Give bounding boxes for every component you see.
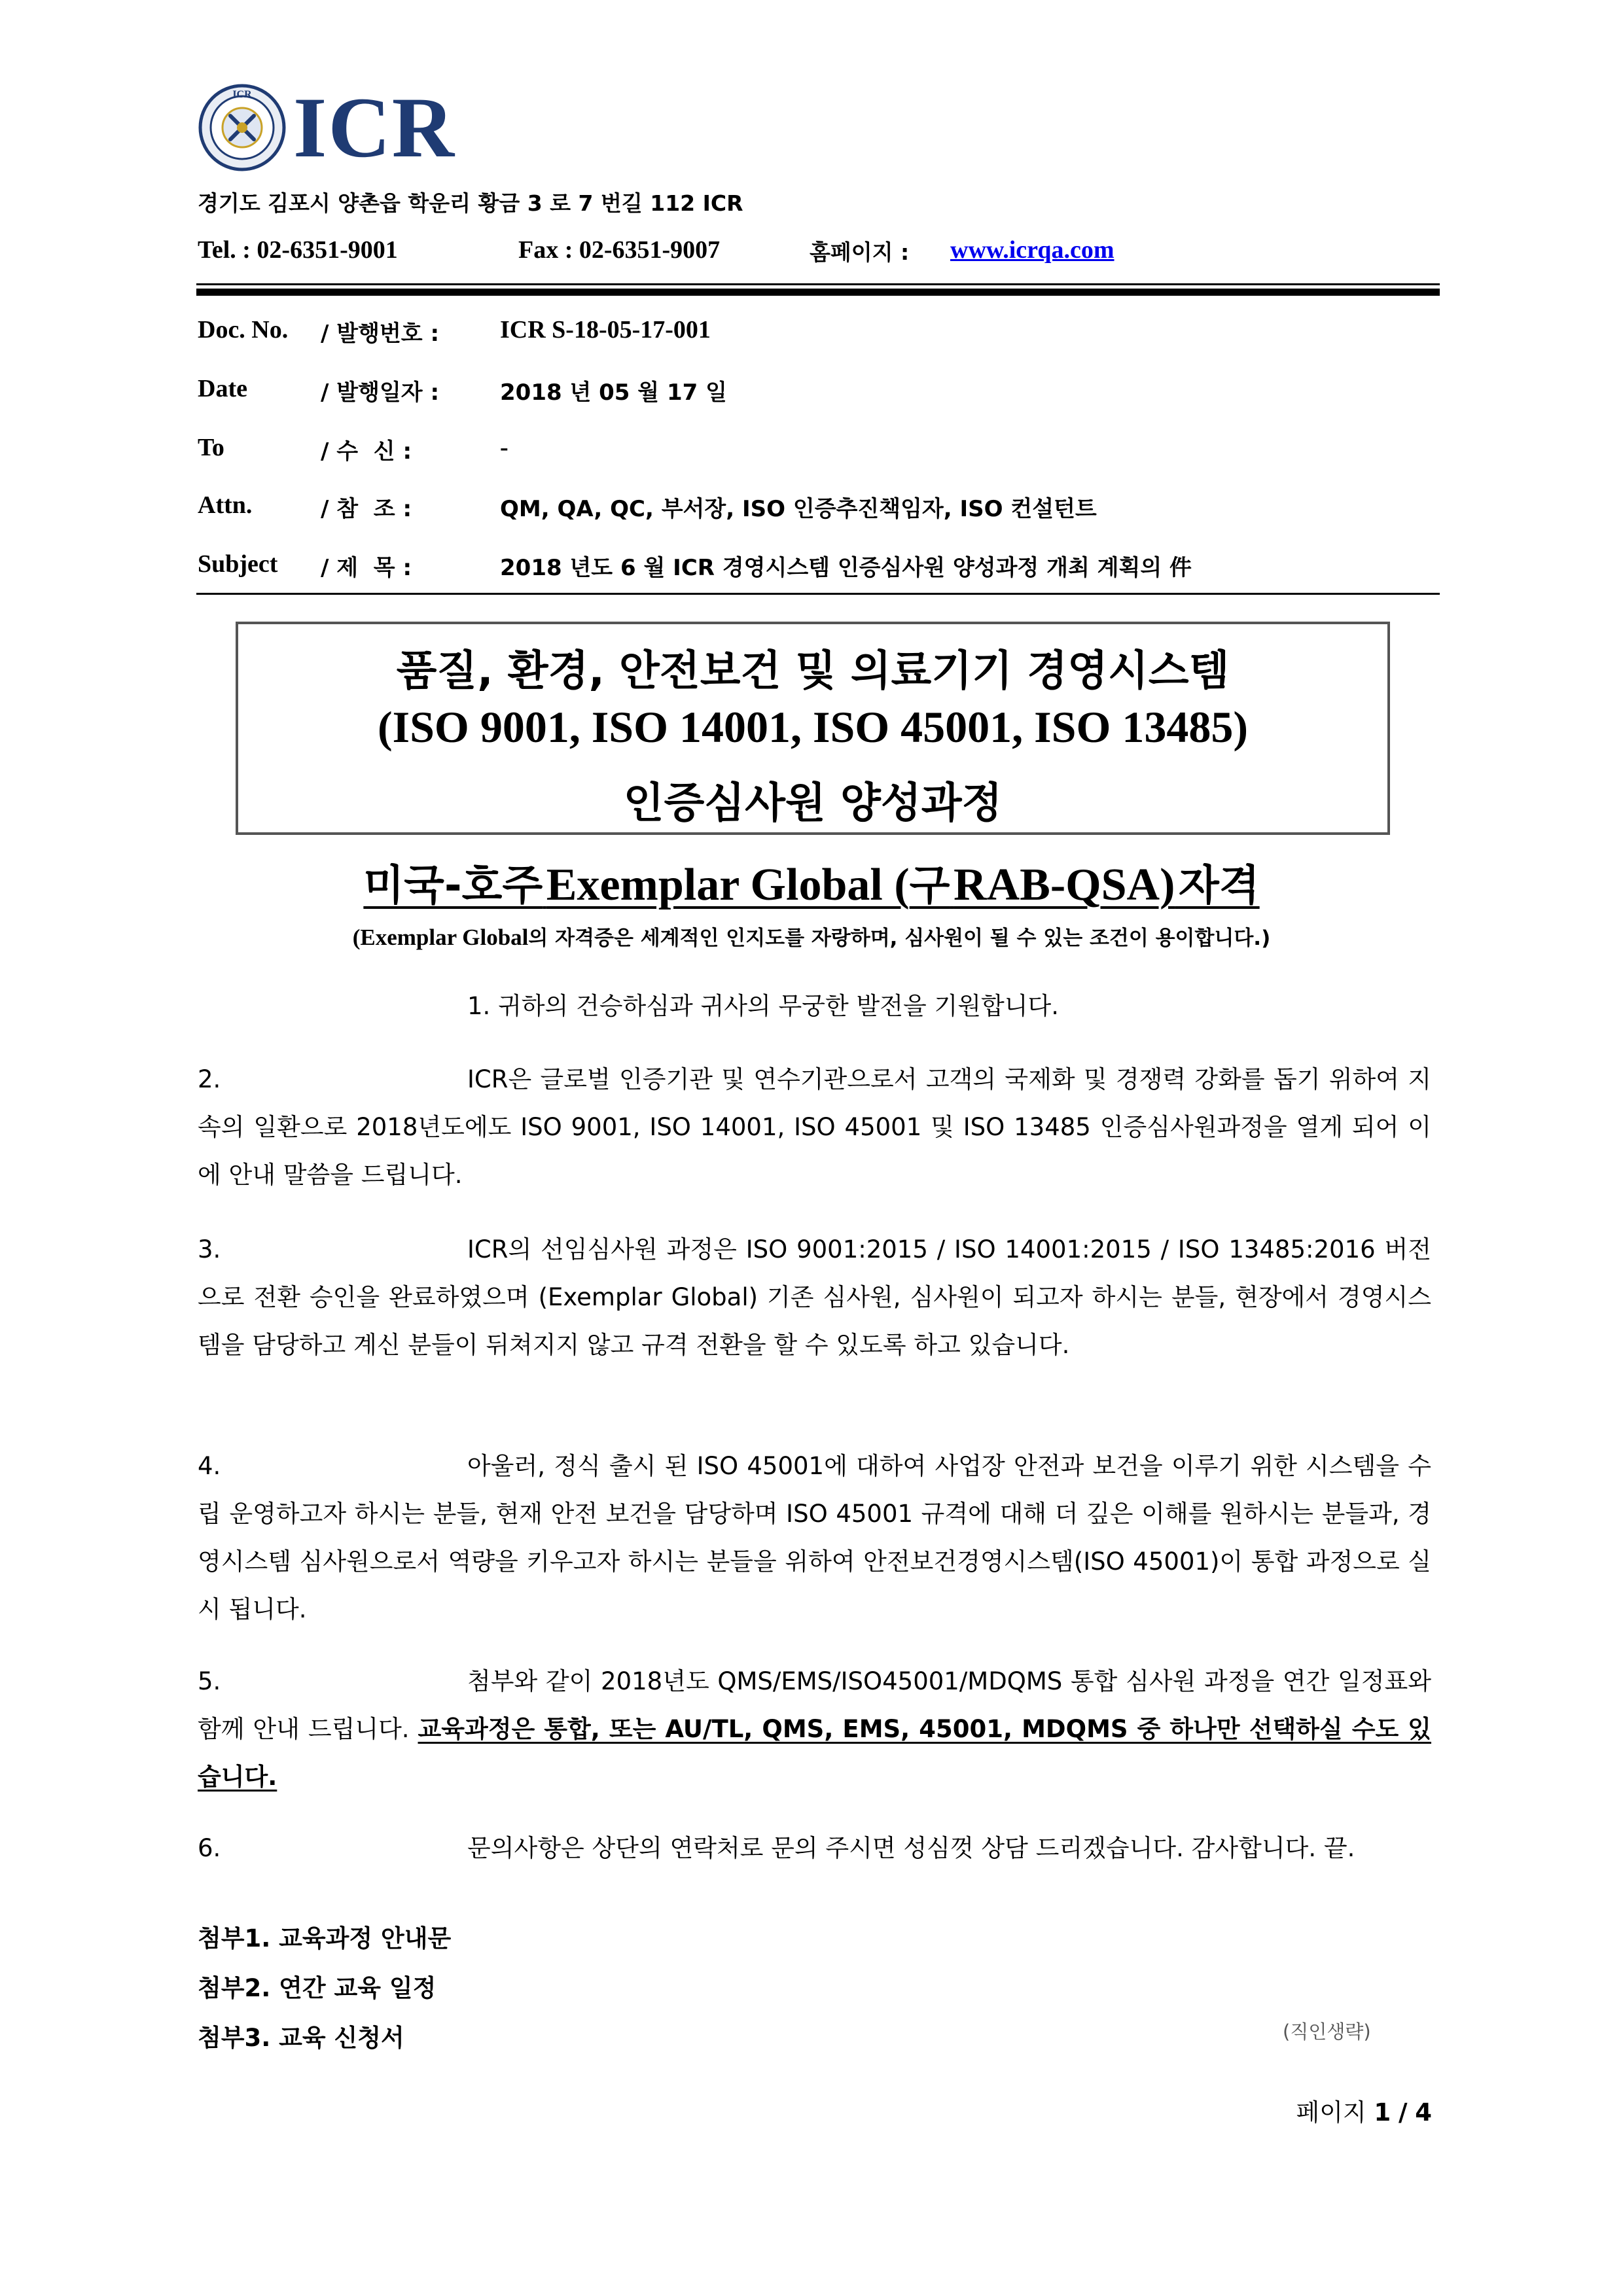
paragraph-text: 첨부와 같이 2018년도 QMS/EMS/ISO45001/MDQMS 통합 심사원 과정을 연간 일정표와 함께 안내 드립니다. (198, 1667, 1431, 1743)
paragraph-text: 아울러, 정식 출시 된 ISO 45001에 대하여 사업장 안전과 보건을 이루기 위한 시스템을 수립 운영하고자 하시는 분들, 현재 안전 보건을 담당하며 ISO 45001 규격에 대해 더 깊은 이해를 원하시는 분들과, 경영시스템 심사원으로서 역량을 키우고자 하시는 분들을 위하여 안전보건경영시스템(ISO 45001)이 통합 과정으로 실시 됩니다. (198, 1452, 1431, 1623)
meta-to (198, 433, 1441, 466)
header-divider-thick (196, 289, 1440, 296)
meta-label-ko: / 수 신 : (321, 438, 412, 465)
qualification-region: 미국-호주 (363, 862, 543, 910)
page-label: 페이지 (1296, 2098, 1366, 2127)
tel-number: Tel. : 02-6351-9001 (198, 236, 398, 264)
company-address: 경기도 김포시 양촌읍 학운리 황금 3 로 7 번길 112 ICR (198, 190, 743, 216)
qualification-former-name: RAB-QSA) (954, 860, 1175, 910)
paragraph-number: 4. (198, 1452, 221, 1480)
attachment-2: 첨부2. 연간 교육 일정 (198, 1974, 437, 2002)
homepage-label: 홈페이지 : (810, 239, 910, 265)
meta-label-ko: / 제 목 : (321, 555, 412, 581)
meta-date (198, 374, 1441, 407)
paragraph-emphasis: 교육과정은 통합, 또는 AU/TL, QMS, EMS, 45001, MDQMS 중 하나만 선택하실 수도 있습니다. (198, 1715, 1432, 1791)
qualification-body: Exemplar Global ( (546, 860, 910, 910)
paragraph-text: 문의사항은 상단의 연락처로 문의 주시면 성심껏 상담 드리겠습니다. 감사합니다. 끝. (467, 1834, 1355, 1862)
course-title-line3: 인증심사원 양성과정 (623, 779, 1003, 828)
page-separator: / (1398, 2098, 1408, 2127)
qualification-former: 구 (909, 862, 950, 910)
meta-label-en: Date (198, 375, 247, 402)
meta-label-ko: / 발행번호 : (321, 321, 440, 347)
meta-value: 2018 년도 6 월 ICR 경영시스템 인증심사원 양성과정 개최 계획의 件 (500, 555, 1192, 581)
paragraph-number: 5. (198, 1667, 221, 1695)
qualification-word: 자격 (1178, 862, 1260, 910)
course-title-line1: 품질, 환경, 안전보건 및 의료기기 경영시스템 (396, 647, 1230, 696)
paragraph-number: 3. (198, 1235, 221, 1263)
paragraph-text: ICR의 선임심사원 과정은 ISO 9001:2015 / ISO 14001:2015 / ISO 13485:2016 버전으로 전환 승인을 완료하였으며 (Exemplar Global) 기존 심사원, 심사원이 되고자 하시는 분들, 현장에서 경영시스템을 담당하고 계신 분들이 뒤쳐지지 않고 규격 전환을 할 수 있도록 하고 있습니다. (198, 1235, 1431, 1359)
meta-value: 2018 년 05 월 17 일 (500, 380, 727, 406)
paragraph-6 (198, 1824, 1431, 1872)
meta-label-ko: / 발행일자 : (321, 380, 440, 406)
seal-text: ICR (232, 89, 252, 100)
header-divider-thin (196, 283, 1440, 285)
meta-value: - (500, 434, 508, 461)
meta-label-en: Attn. (198, 491, 253, 519)
meta-label-en: Doc. No. (198, 316, 289, 344)
note-ko: 의 자격증은 세계적인 인지도를 자랑하며, 심사원이 될 수 있는 조건이 용이합니다.) (528, 927, 1271, 950)
paragraph-text: ICR은 글로벌 인증기관 및 연수기관으로서 고객의 국제화 및 경쟁력 강화를 돕기 위하여 지속의 일환으로 2018년도에도 ISO 9001, ISO 14001, ISO 45001 및 ISO 13485 인증심사원과정을 열게 되어 이에 안내 말씀을 드립니다. (198, 1065, 1431, 1189)
meta-subject (198, 550, 1441, 582)
paragraph-1: 1. 귀하의 건승하심과 귀사의 무궁한 발전을 기원합니다. (467, 992, 1059, 1020)
paragraph-5 (198, 1657, 1431, 1801)
seal-omitted-note: (직인생략) (1283, 2021, 1371, 2043)
page-indicator (1296, 2093, 1432, 2128)
meta-value: ICR S-18-05-17-001 (500, 316, 711, 344)
qualification-title (196, 852, 1427, 912)
meta-attn (198, 491, 1441, 523)
paragraph-2 (198, 1055, 1431, 1199)
paragraph-4 (198, 1442, 1431, 1633)
paragraph-number: 6. (198, 1834, 221, 1862)
attachment-3: 첨부3. 교육 신청서 (198, 2024, 404, 2052)
meta-label-ko: / 참 조 : (321, 496, 412, 522)
company-logo (196, 79, 471, 175)
icr-seal-icon (196, 82, 288, 173)
logo-wordmark: ICR (293, 79, 456, 175)
paragraph-3 (198, 1226, 1431, 1369)
qualification-note (196, 921, 1427, 951)
note-en: (Exemplar Global (352, 925, 529, 950)
meta-value: QM, QA, QC, 부서장, ISO 인증추진책임자, ISO 컨설턴트 (500, 496, 1097, 522)
fax-number: Fax : 02-6351-9007 (518, 236, 721, 264)
page-current: 1 (1374, 2098, 1391, 2127)
page-total: 4 (1415, 2098, 1432, 2127)
homepage-link[interactable]: www.icrqa.com (950, 236, 1115, 264)
course-title-box (236, 622, 1390, 835)
meta-label-en: Subject (198, 550, 278, 578)
meta-doc-no (198, 315, 1441, 348)
paragraph-number: 2. (198, 1065, 221, 1093)
meta-label-en: To (198, 434, 224, 461)
attachment-1: 첨부1. 교육과정 안내문 (198, 1924, 452, 1952)
meta-divider (196, 593, 1440, 595)
course-title-line2: (ISO 9001, ISO 14001, ISO 45001, ISO 13485) (378, 702, 1248, 752)
